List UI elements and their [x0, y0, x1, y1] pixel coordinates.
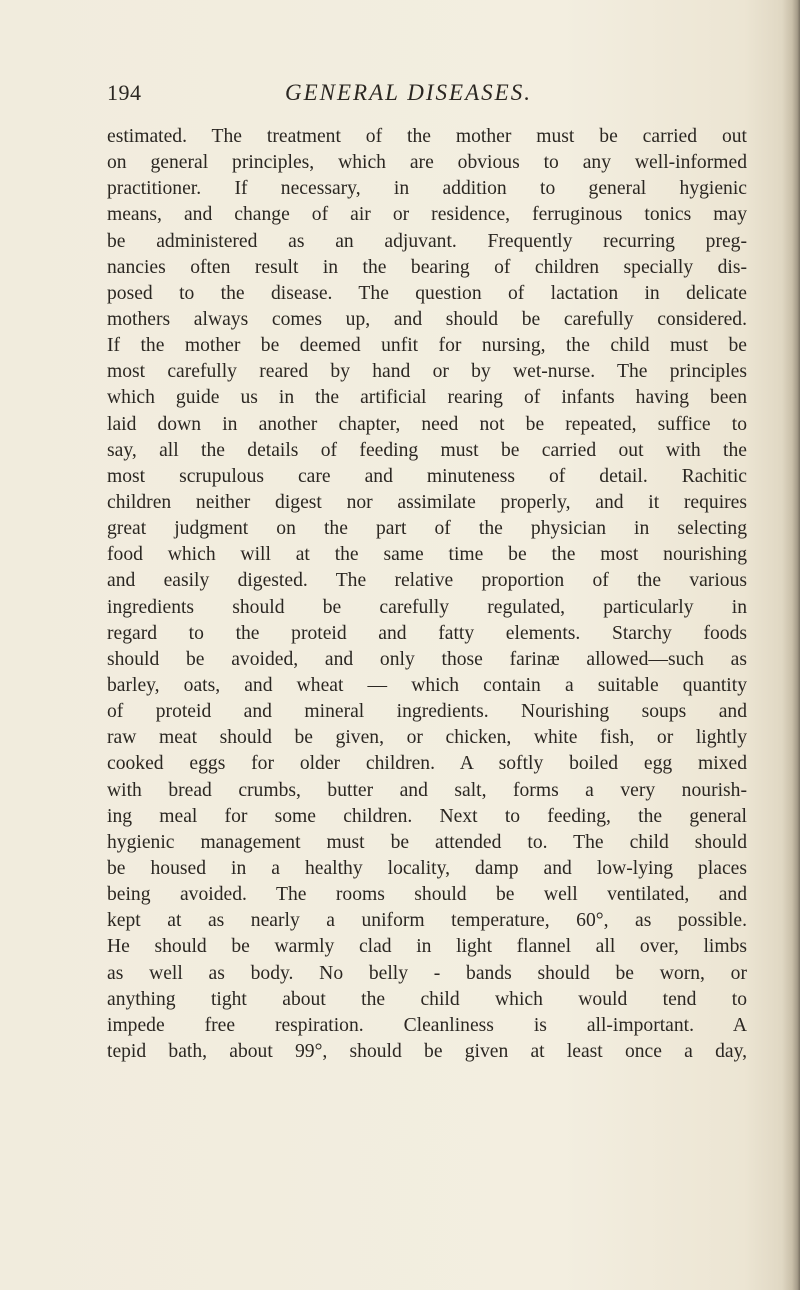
running-title: GENERAL DISEASES.	[285, 80, 532, 105]
text-line: which guide us in the artificial rearing of infants having been	[107, 387, 747, 409]
text-line: anything tight about the child which would tend to	[107, 988, 747, 1010]
text-line: being avoided. The rooms should be well ventilated, and	[107, 884, 747, 906]
text-line: cooked eggs for older children. A softly boiled egg mixed	[107, 753, 747, 775]
body-paragraph	[107, 124, 747, 1065]
page-edge-shadow	[782, 0, 800, 1290]
text-line: raw meat should be given, or chicken, white fish, or lightly	[107, 727, 747, 749]
text-line: If the mother be deemed unfit for nursing, the child must be	[107, 335, 747, 357]
text-line: practitioner. If necessary, in addition to general hygienic	[107, 178, 747, 200]
page-header	[107, 80, 747, 114]
text-line: He should be warmly clad in light flannel all over, limbs	[107, 936, 747, 958]
text-line: say, all the details of feeding must be carried out with the	[107, 439, 747, 461]
text-line: means, and change of air or residence, ferruginous tonics may	[107, 204, 747, 226]
text-line: as well as body. No belly - bands should be worn, or	[107, 962, 747, 984]
text-line: food which will at the same time be the most nourishing	[107, 544, 747, 566]
text-line: and easily digested. The relative proportion of the various	[107, 570, 747, 592]
text-line: of proteid and mineral ingredients. Nourishing soups and	[107, 701, 747, 723]
text-line: estimated. The treatment of the mother must be carried out	[107, 126, 747, 147]
text-line: barley, oats, and wheat — which contain a suitable quantity	[107, 674, 747, 696]
text-line: great judgment on the part of the physician in selecting	[107, 518, 747, 540]
text-line: most carefully reared by hand or by wet-nurse. The principles	[107, 361, 747, 383]
text-line: most scrupulous care and minuteness of detail. Rachitic	[107, 465, 747, 487]
text-line: regard to the proteid and fatty elements. Starchy foods	[107, 622, 747, 644]
text-line: be administered as an adjuvant. Frequently recurring preg-	[107, 230, 747, 252]
text-line: ingredients should be carefully regulated, particularly in	[107, 596, 747, 618]
text-line: posed to the disease. The question of lactation in delicate	[107, 282, 747, 304]
text-line: mothers always comes up, and should be carefully considered.	[107, 308, 747, 330]
text-line: with bread crumbs, butter and salt, forms a very nourish-	[107, 779, 747, 801]
text-line: be housed in a healthy locality, damp and low-lying places	[107, 857, 747, 879]
text-line: laid down in another chapter, need not be repeated, suffice to	[107, 413, 747, 435]
text-line: nancies often result in the bearing of children specially dis-	[107, 256, 747, 278]
text-line: kept at as nearly a uniform temperature, 60°, as possible.	[107, 910, 747, 932]
text-line: impede free respiration. Cleanliness is all-important. A	[107, 1014, 747, 1036]
text-line: children neither digest nor assimilate properly, and it requires	[107, 491, 747, 513]
text-line: should be avoided, and only those farinæ allowed—such as	[107, 648, 747, 670]
text-line: tepid bath, about 99°, should be given at least once a day,	[107, 1040, 747, 1062]
text-line: on general principles, which are obvious to any well-informed	[107, 152, 747, 174]
text-line: ing meal for some children. Next to feeding, the general	[107, 805, 747, 827]
text-line: hygienic management must be attended to. The child should	[107, 831, 747, 853]
page-number: 194	[107, 80, 142, 105]
